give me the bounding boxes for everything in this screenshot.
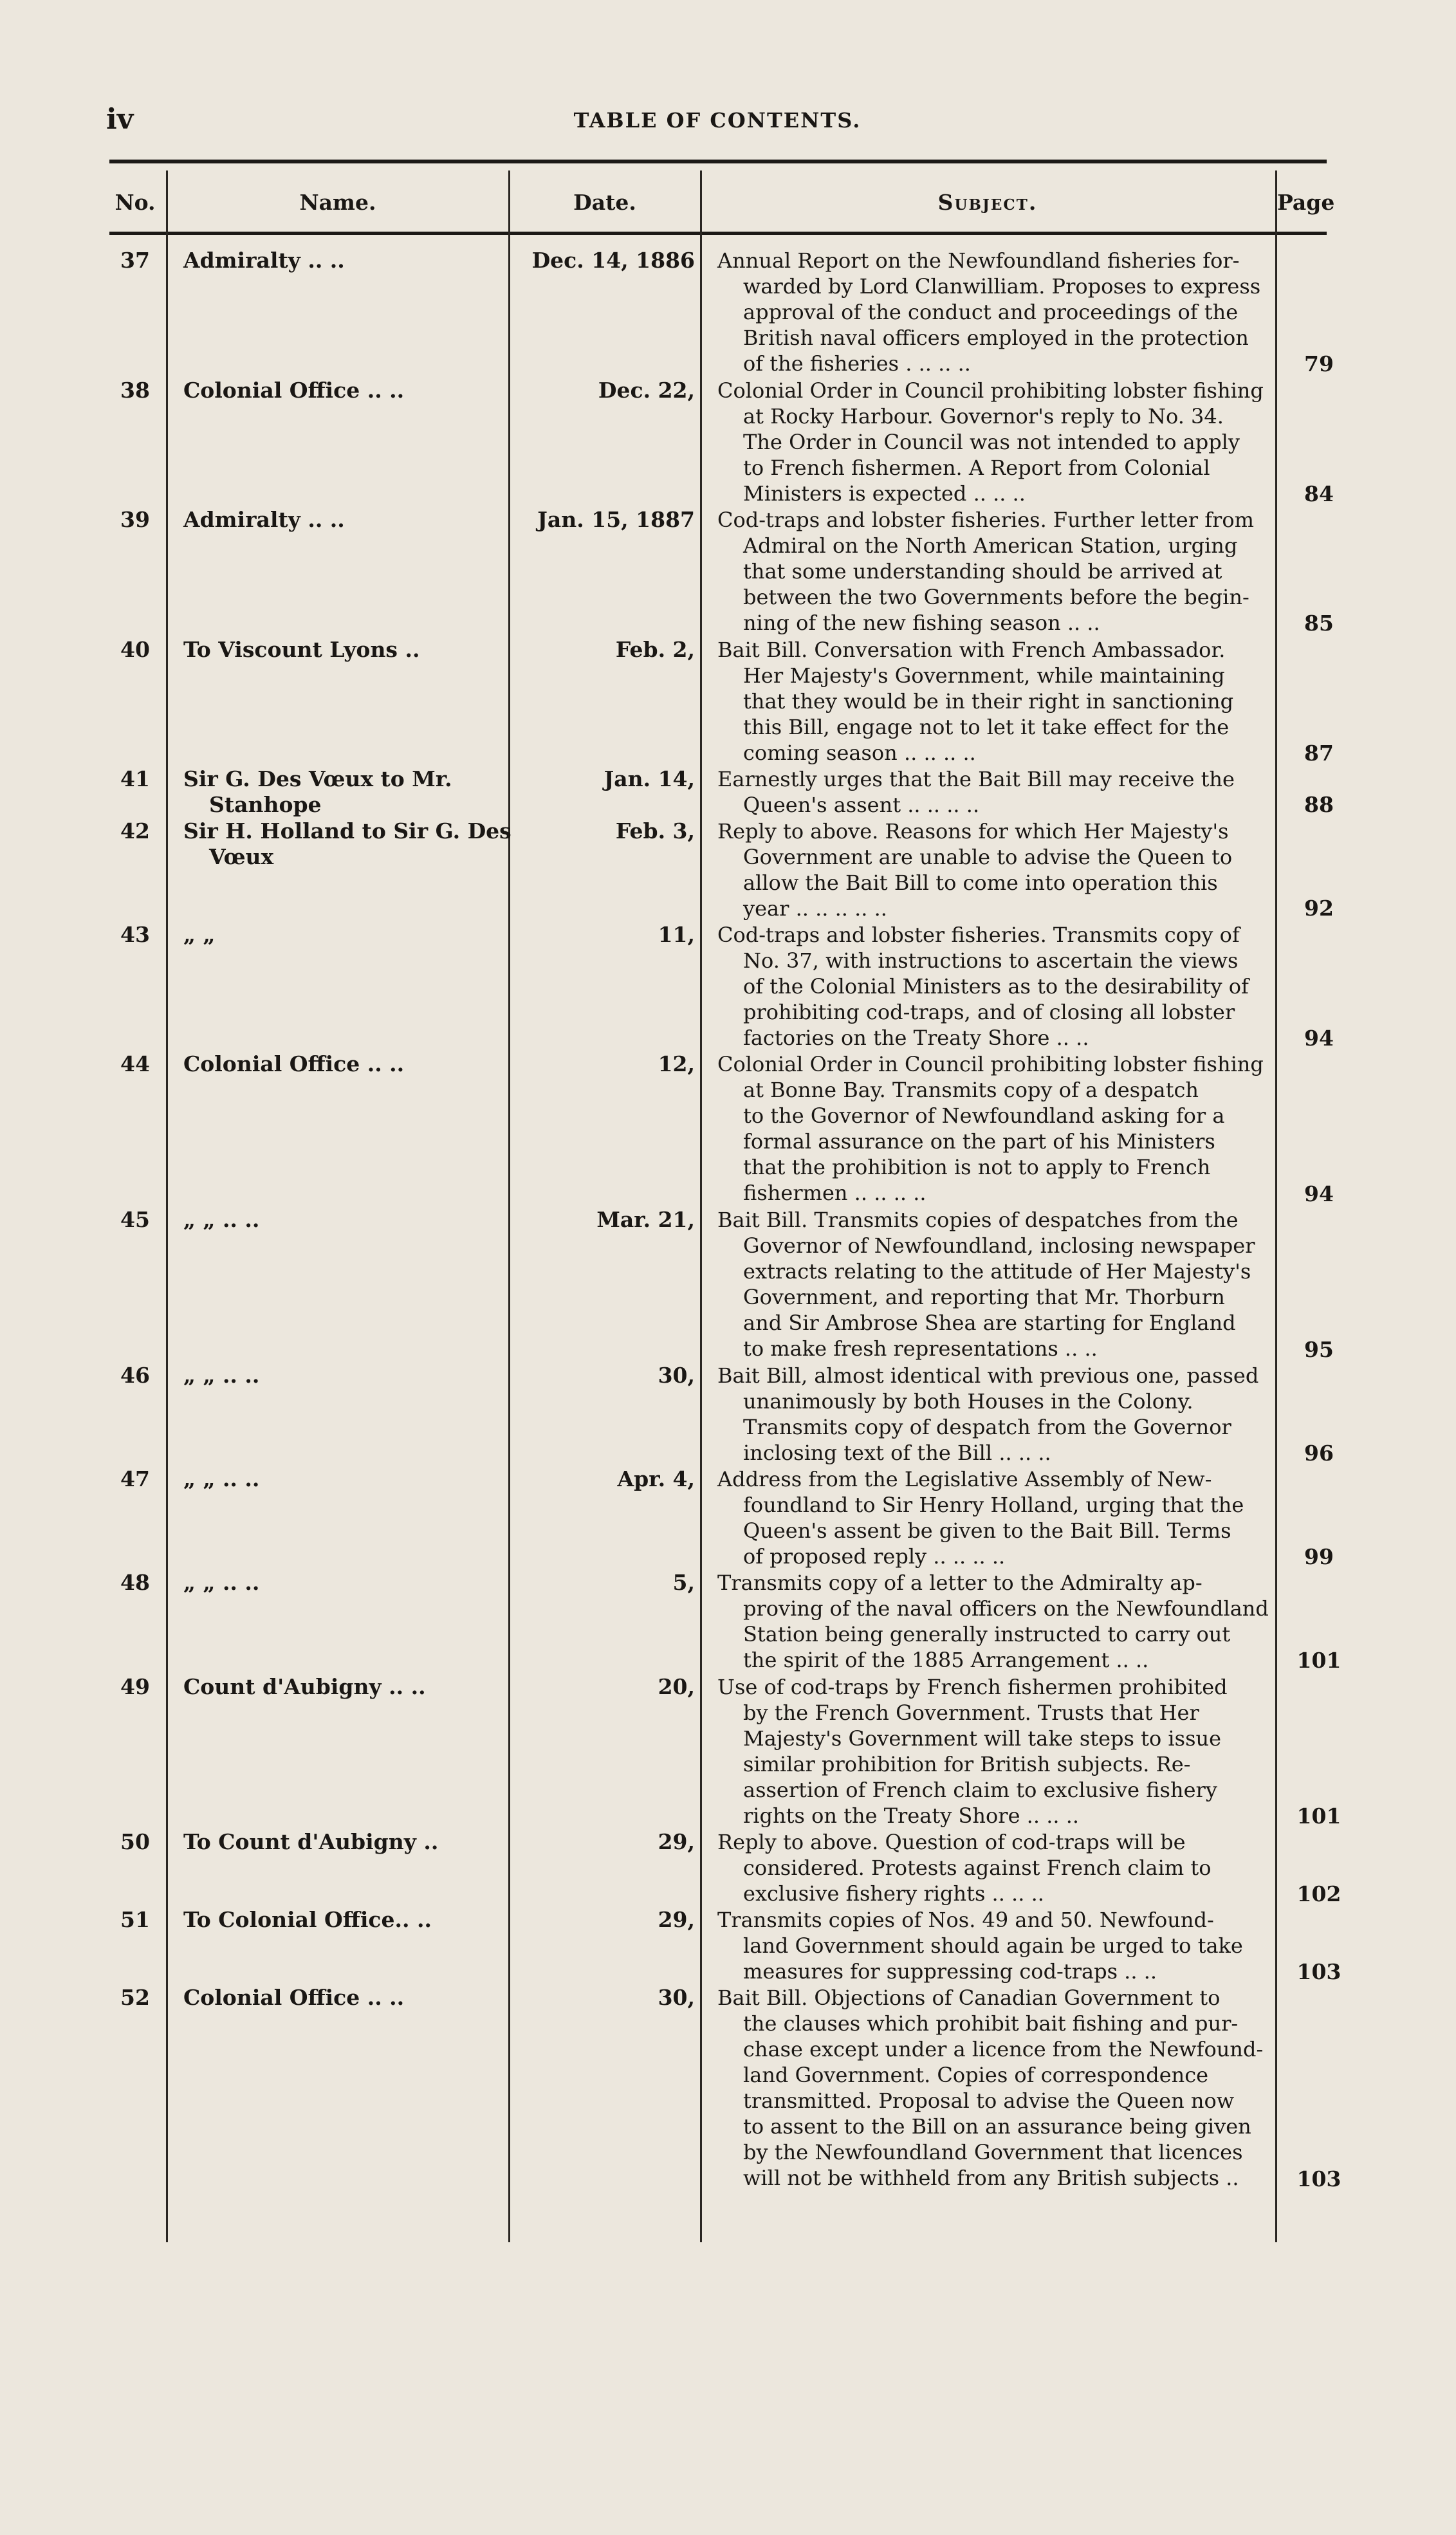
entry-subject xyxy=(717,922,1274,1051)
subject-line: considered. Protests against French claim to xyxy=(743,1856,1212,1881)
subject-line: by the French Government. Trusts that Her xyxy=(743,1700,1199,1725)
entry-subject xyxy=(717,1051,1274,1206)
entry-number: 48 xyxy=(120,1570,150,1596)
subject-line: warded by Lord Clanwilliam. Proposes to express xyxy=(743,274,1261,299)
entry-page: 92 xyxy=(1304,896,1334,921)
subject-line: land Government should again be urged to take xyxy=(743,1933,1243,1959)
entry-page: 87 xyxy=(1304,740,1334,766)
subject-line: Cod-traps and lobster fisheries. Transmits copy of xyxy=(717,922,1240,947)
subject-line: and Sir Ambrose Shea are starting for England xyxy=(743,1311,1236,1336)
subject-line: the spirit of the 1885 Arrangement .. .. xyxy=(743,1648,1149,1673)
column-divider xyxy=(166,171,168,2242)
page-header xyxy=(106,97,1329,142)
entry-number: 41 xyxy=(120,766,150,791)
entry-page: 102 xyxy=(1296,1881,1341,1906)
subject-line: the clauses which prohibit bait fishing and pur- xyxy=(743,2011,1239,2036)
subject-line: Colonial Order in Council prohibiting lobster fishing xyxy=(717,1052,1264,1077)
entry-subject xyxy=(717,818,1274,921)
entry-name: To Viscount Lyons .. xyxy=(183,636,420,662)
subject-line: of the Colonial Ministers as to the desirability of xyxy=(743,973,1249,999)
entry-name: „ „ .. .. xyxy=(183,1466,260,1492)
entry-subject xyxy=(717,1363,1274,1466)
subject-line: year .. .. .. .. .. xyxy=(743,896,887,921)
entry-name: „ „ .. .. xyxy=(183,1362,260,1388)
entry-number: 46 xyxy=(120,1362,150,1388)
subject-line: Majesty's Government will take steps to issue xyxy=(743,1726,1222,1751)
subject-line: Ministers is expected .. .. .. xyxy=(743,481,1026,506)
subject-line: Transmits copies of Nos. 49 and 50. Newfound- xyxy=(717,1908,1214,1933)
subject-line: Reply to above. Reasons for which Her Majesty's xyxy=(717,818,1229,843)
entry-subject xyxy=(717,248,1274,376)
subject-line: extracts relating to the attitude of Her Majesty's xyxy=(743,1259,1251,1284)
subject-line: approval of the conduct and proceedings of the xyxy=(743,300,1239,324)
entry-number: 37 xyxy=(120,248,150,273)
subject-line: that they would be in their right in sanctioning xyxy=(743,688,1234,714)
entry-name: Sir H. Holland to Sir G. Des Vœux xyxy=(183,818,511,869)
subject-line: Bait Bill. Transmits copies of despatches from the xyxy=(717,1208,1239,1233)
subject-line: British naval officers employed in the protection xyxy=(743,326,1249,350)
entry-page: 85 xyxy=(1304,611,1334,636)
subject-line: exclusive fishery rights .. .. .. xyxy=(743,1881,1044,1906)
entry-subject xyxy=(717,1907,1274,1984)
subject-line: between the two Governments before the begin- xyxy=(743,585,1249,609)
column-header-date: Date. xyxy=(573,190,636,215)
entry-name: Admiralty .. .. xyxy=(183,248,345,273)
entry-page: 95 xyxy=(1304,1336,1334,1362)
subject-line: will not be withheld from any British subjects .. xyxy=(743,2166,1239,2191)
entry-number: 39 xyxy=(120,507,150,532)
subject-line: Her Majesty's Government, while maintaining xyxy=(743,663,1225,688)
subject-line: of the fisheries . .. .. .. xyxy=(743,351,971,376)
subject-line: Bait Bill, almost identical with previous one, passed xyxy=(717,1363,1259,1388)
entry-date: 12, xyxy=(658,1051,695,1077)
subject-line: coming season .. .. .. .. xyxy=(743,740,976,765)
entry-number: 45 xyxy=(120,1207,150,1233)
entry-name: Sir G. Des Vœux to Mr. Stanhope xyxy=(183,766,452,817)
entry-number: 49 xyxy=(120,1673,150,1699)
entry-page: 99 xyxy=(1304,1544,1334,1569)
subject-line: rights on the Treaty Shore .. .. .. xyxy=(743,1803,1080,1828)
entry-date: 29, xyxy=(658,1829,695,1855)
entry-page: 84 xyxy=(1304,481,1334,506)
entry-date: 11, xyxy=(658,921,695,947)
subject-line: Admiral on the North American Station, urging xyxy=(743,533,1238,558)
subject-line: at Rocky Harbour. Governor's reply to No. 34. xyxy=(743,403,1224,429)
subject-line: by the Newfoundland Government that licences xyxy=(743,2140,1243,2165)
subject-line: to the Governor of Newfoundland asking for a xyxy=(743,1103,1225,1129)
subject-line: Annual Report on the Newfoundland fisheries for- xyxy=(717,248,1240,273)
column-header-name: Name. xyxy=(299,190,376,215)
entry-date: Dec. 14, 1886 xyxy=(531,248,695,273)
entry-name: „ „ xyxy=(183,921,216,947)
subject-line: Cod-traps and lobster fisheries. Further letter from xyxy=(717,508,1254,532)
entry-page: 79 xyxy=(1304,351,1334,377)
entry-subject xyxy=(717,1466,1274,1569)
subject-line: Queen's assent be given to the Bait Bill. Terms xyxy=(743,1518,1231,1544)
subject-line: proving of the naval officers on the Newfoundland xyxy=(743,1596,1269,1621)
entry-date: 20, xyxy=(658,1673,695,1699)
subject-line: Bait Bill. Objections of Canadian Government to xyxy=(717,1986,1221,2011)
entry-name: „ „ .. .. xyxy=(183,1570,260,1596)
entry-name: To Colonial Office.. .. xyxy=(183,1907,432,1933)
entry-date: 5, xyxy=(672,1570,695,1596)
entry-date: Feb. 2, xyxy=(615,636,695,662)
subject-line: Transmits copy of a letter to the Admiralty ap- xyxy=(717,1571,1203,1596)
subject-line: prohibiting cod-traps, and of closing all lobster xyxy=(743,999,1235,1024)
subject-line: factories on the Treaty Shore .. .. xyxy=(743,1025,1089,1050)
subject-line: allow the Bait Bill to come into operation this xyxy=(743,870,1218,895)
entry-page: 101 xyxy=(1296,1803,1341,1829)
page-title: TABLE OF CONTENTS. xyxy=(573,108,862,133)
subject-line: The Order in Council was not intended to apply xyxy=(743,429,1240,454)
entry-date: 30, xyxy=(658,1985,695,2011)
subject-line: that the prohibition is not to apply to French xyxy=(743,1155,1211,1180)
subject-line: inclosing text of the Bill .. .. .. xyxy=(743,1440,1051,1465)
subject-line: Colonial Order in Council prohibiting lobster fishing xyxy=(717,378,1264,403)
subject-line: at Bonne Bay. Transmits copy of a despatch xyxy=(743,1078,1199,1103)
subject-line: to make fresh representations .. .. xyxy=(743,1336,1098,1361)
subject-line: formal assurance on the part of his Ministers xyxy=(743,1129,1215,1154)
entry-number: 51 xyxy=(120,1907,150,1933)
top-rule xyxy=(109,160,1327,163)
entry-name: Admiralty .. .. xyxy=(183,507,345,532)
subject-line: Reply to above. Question of cod-traps will be xyxy=(717,1830,1186,1855)
subject-line: similar prohibition for British subjects. Re- xyxy=(743,1751,1191,1776)
column-divider xyxy=(700,171,702,2242)
entry-subject xyxy=(717,1985,1274,2191)
entry-name: Count d'Aubigny .. .. xyxy=(183,1673,426,1699)
subject-line: to assent to the Bill on an assurance being given xyxy=(743,2114,1251,2139)
subject-line: foundland to Sir Henry Holland, urging that the xyxy=(743,1493,1244,1518)
subject-line: Queen's assent .. .. .. .. xyxy=(743,793,980,817)
entry-date: 29, xyxy=(658,1907,695,1933)
entry-page: 94 xyxy=(1304,1181,1334,1206)
entry-name: To Count d'Aubigny .. xyxy=(183,1829,439,1855)
subject-line: Bait Bill. Conversation with French Ambassador. xyxy=(717,637,1226,662)
subject-line: Government, and reporting that Mr. Thorburn xyxy=(743,1285,1225,1310)
entry-number: 43 xyxy=(120,921,150,947)
entry-number: 44 xyxy=(120,1051,150,1077)
column-divider xyxy=(1275,171,1277,2242)
entry-page: 96 xyxy=(1304,1440,1334,1466)
subject-line: that some understanding should be arrived at xyxy=(743,559,1222,584)
entry-name: Colonial Office .. .. xyxy=(183,1985,405,2011)
entry-page: 103 xyxy=(1296,1959,1341,1984)
subject-line: transmitted. Proposal to advise the Queen now xyxy=(743,2088,1235,2114)
entry-number: 50 xyxy=(120,1829,150,1855)
subject-line: chase except under a licence from the Newfound- xyxy=(743,2037,1264,2062)
entry-number: 38 xyxy=(120,377,150,403)
entry-subject xyxy=(717,507,1274,636)
subject-line: Use of cod-traps by French fishermen prohibited xyxy=(717,1674,1228,1699)
subject-line: land Government. Copies of correspondence xyxy=(743,2063,1209,2088)
subject-line: No. 37, with instructions to ascertain the views xyxy=(743,948,1239,973)
subject-line: measures for suppressing cod-traps .. .. xyxy=(743,1959,1157,1984)
entry-name: „ „ .. .. xyxy=(183,1207,260,1233)
entry-number: 52 xyxy=(120,1985,150,2011)
subject-line: fishermen .. .. .. .. xyxy=(743,1181,926,1206)
entry-date: Feb. 3, xyxy=(615,818,695,843)
subject-line: unanimously by both Houses in the Colony. xyxy=(743,1388,1193,1414)
entry-page: 103 xyxy=(1296,2166,1341,2192)
entry-date: Apr. 4, xyxy=(617,1466,695,1492)
entry-name: Colonial Office .. .. xyxy=(183,377,405,403)
subject-line: to French fishermen. A Report from Colonial xyxy=(743,455,1210,480)
subject-line: ning of the new fishing season .. .. xyxy=(743,611,1100,635)
entry-subject xyxy=(717,1207,1274,1361)
subject-line: Transmits copy of despatch from the Governor xyxy=(743,1414,1231,1439)
entry-page: 94 xyxy=(1304,1025,1334,1051)
entry-subject xyxy=(717,1674,1274,1829)
entry-subject xyxy=(717,637,1274,766)
subject-line: of proposed reply .. .. .. .. xyxy=(743,1544,1006,1569)
entry-subject xyxy=(717,766,1274,818)
entry-page: 88 xyxy=(1304,792,1334,818)
column-header-no: No. xyxy=(115,190,156,215)
column-header-subject: Subject. xyxy=(937,190,1038,215)
entry-number: 47 xyxy=(120,1466,150,1492)
column-header-page: Page xyxy=(1277,190,1335,215)
entry-date: Jan. 14, xyxy=(604,766,695,791)
subject-line: Station being generally instructed to carry out xyxy=(743,1622,1231,1647)
header-rule xyxy=(109,232,1327,235)
entry-date: Mar. 21, xyxy=(596,1207,695,1233)
entry-subject xyxy=(717,1570,1274,1673)
entry-name: Colonial Office .. .. xyxy=(183,1051,405,1077)
entry-subject xyxy=(717,378,1274,506)
subject-line: Government are unable to advise the Queen to xyxy=(743,844,1233,869)
subject-line: Address from the Legislative Assembly of New- xyxy=(717,1467,1212,1492)
entry-number: 42 xyxy=(120,818,150,843)
entry-date: Jan. 15, 1887 xyxy=(537,507,695,532)
entry-date: Dec. 22, xyxy=(598,377,695,403)
subject-line: this Bill, engage not to let it take effect for the xyxy=(743,714,1230,739)
page-number: iv xyxy=(106,103,134,136)
entry-date: 30, xyxy=(658,1362,695,1388)
subject-line: Governor of Newfoundland, inclosing newspaper xyxy=(743,1233,1255,1258)
entry-number: 40 xyxy=(120,636,150,662)
entry-page: 101 xyxy=(1296,1648,1341,1673)
subject-line: assertion of French claim to exclusive fishery xyxy=(743,1777,1217,1802)
subject-line: Earnestly urges that the Bait Bill may receive the xyxy=(717,767,1235,791)
entry-subject xyxy=(717,1829,1274,1906)
